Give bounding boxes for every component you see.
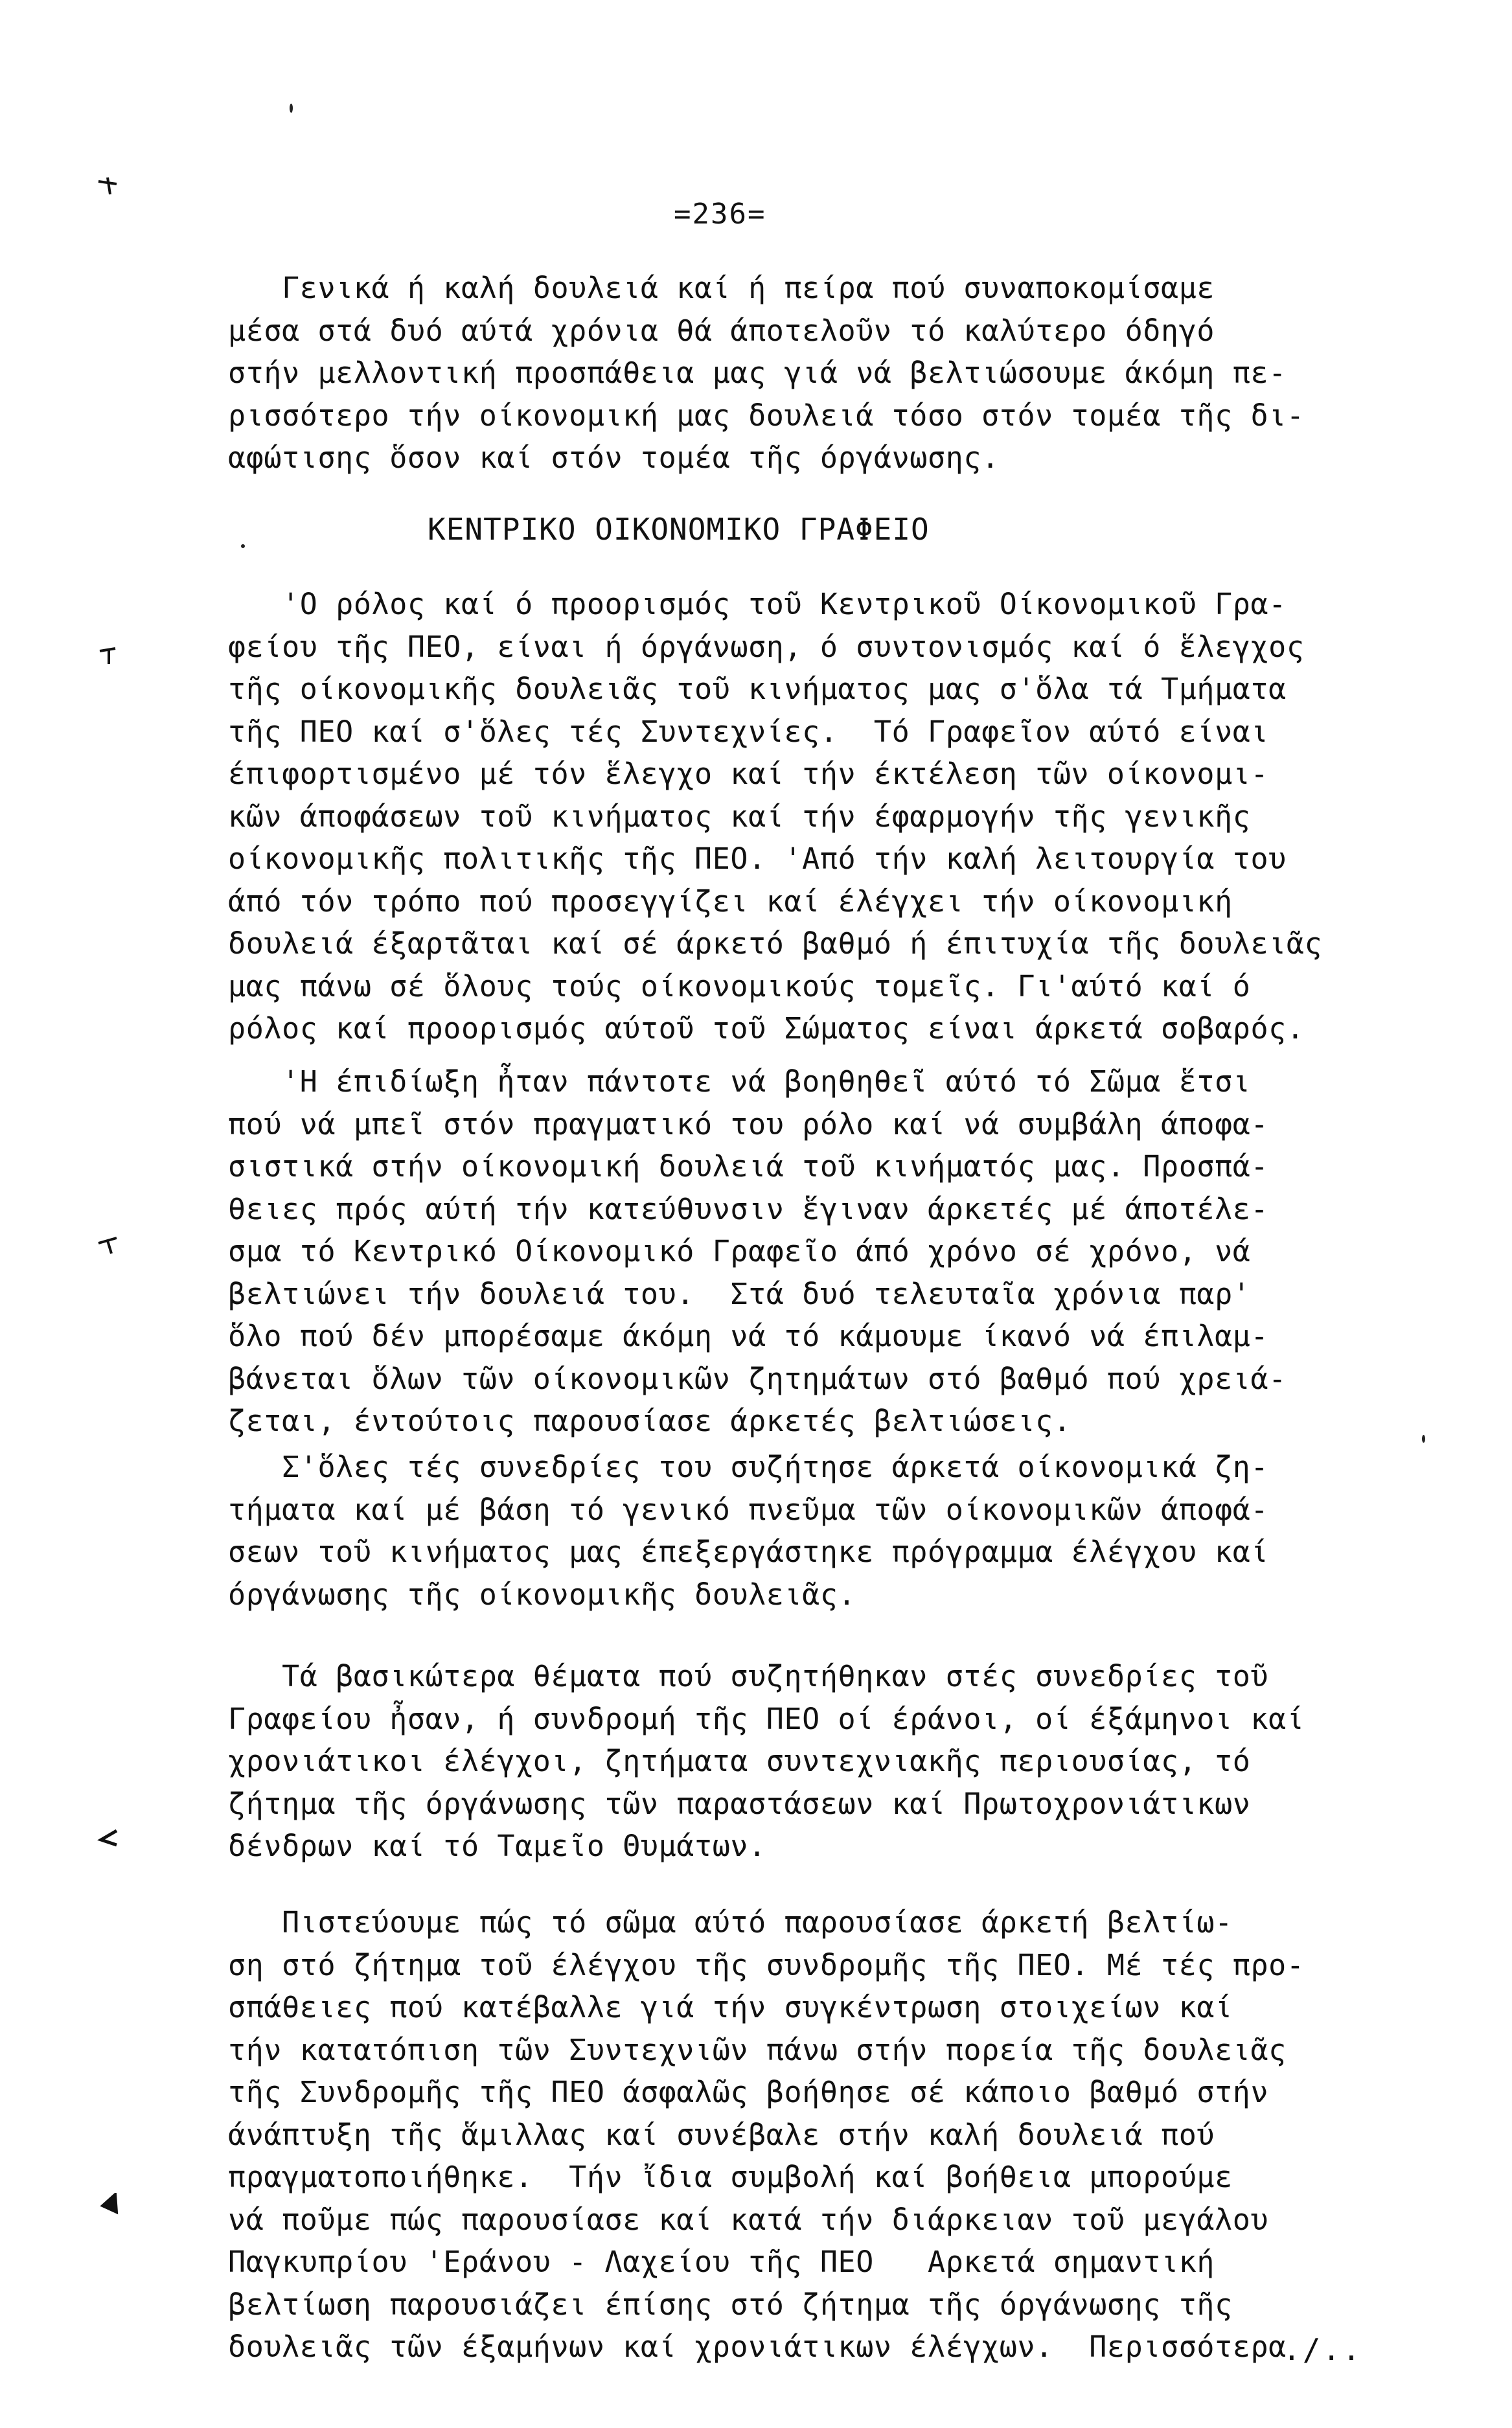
text-line: σπάθειες πού κατέβαλλε γιά τήν συγκέντρωση στοιχείων καί: [228, 1990, 1233, 2024]
text-line: φείου τῆς ΠΕΟ, είναι ή όργάνωση, ό συντονισμός καί ό ἕλεγχος: [228, 629, 1305, 664]
text-line: βελτιώνει τήν δουλειά του. Στά δυό τελευταῖα χρόνια παρ': [228, 1276, 1251, 1311]
text-line: βελτίωση παρουσιάζει έπίσης στό ζήτημα τῆς όργάνωσης τῆς: [228, 2287, 1233, 2322]
section-heading: ΚΕΝΤΡΙΚΟ ΟΙΚΟΝΟΜΙΚΟ ΓΡΑΦΕΙΟ: [428, 512, 930, 547]
paragraph-topics: [228, 1655, 1459, 1868]
text-line: έπιφορτισμένο μέ τόν ἕλεγχο καί τήν έκτέλεση τῶν οίκονομι-: [228, 757, 1269, 791]
text-line: τήματα καί μέ βάση τό γενικό πνεῦμα τῶν οίκονομικῶν άποφά-: [228, 1492, 1269, 1527]
paragraph-efforts: [228, 1060, 1459, 1443]
text-line: σμα τό Κεντρικό Οίκονομικό Γραφεῖο άπό χρόνο σέ χρόνο, νά: [228, 1234, 1251, 1268]
text-line: σιστικά στήν οίκονομική δουλειά τοῦ κινήματός μας. Προσπά-: [228, 1149, 1269, 1184]
text-line: δουλειά έξαρτᾶται καί σέ άρκετό βαθμό ή έπιτυχία τῆς δουλειᾶς: [228, 926, 1323, 961]
text-line: δουλειᾶς τῶν έξαμήνων καί χρονιάτικων έλέγχων. Περισσότερα: [228, 2330, 1287, 2364]
text-line: στήν μελλοντική προσπάθεια μας γιά νά βελτιώσουμε άκόμη πε-: [228, 356, 1287, 390]
text-line: μέσα στά δυό αύτά χρόνια θά άποτελοῦν τό καλύτερο όδηγό: [228, 313, 1215, 348]
text-line: πραγματοποιήθηκε. Τήν ἴδια συμβολή καί βοήθεια μπορούμε: [228, 2160, 1233, 2194]
paragraph-intro: [228, 267, 1459, 479]
text-line: ρισσότερο τήν οίκονομική μας δουλειά τόσο στόν τομέα τῆς δι-: [228, 398, 1305, 433]
text-line: τῆς οίκονομικῆς δουλειᾶς τοῦ κινήματος μας σ'ὅλα τά Τμήματα: [228, 672, 1287, 706]
text-line: θειες πρός αύτή τήν κατεύθυνσιν ἕγιναν άρκετές μέ άποτέλε-: [228, 1191, 1269, 1226]
paragraph-role: [228, 583, 1459, 1050]
margin-mark: [97, 2193, 119, 2215]
text-line: πού νά μπεῖ στόν πραγματικό του ρόλο καί νά συμβάλη άποφα-: [228, 1106, 1269, 1141]
text-line: ὅλο πού δέν μπορέσαμε άκόμη νά τό κάμουμε ίκανό νά έπιλαμ-: [228, 1319, 1269, 1353]
margin-mark: [97, 1234, 119, 1256]
text-line: Γραφείου ἦσαν, ή συνδρομή τῆς ΠΕΟ οί έράνοι, οί έξάμηνοι καί: [228, 1701, 1305, 1736]
text-line: όργάνωσης τῆς οίκονομικῆς δουλειᾶς.: [228, 1577, 856, 1612]
text-line: ζεται, έντούτοις παρουσίασε άρκετές βελτιώσεις.: [228, 1404, 1071, 1438]
margin-mark: [97, 1827, 119, 1849]
continuation-mark: ./..: [1283, 2332, 1362, 2367]
text-line: άνάπτυξη τῆς ἅμιλλας καί συνέβαλε στήν καλή δουλειά πού: [228, 2117, 1215, 2152]
margin-mark: [97, 645, 119, 667]
text-line: δένδρων καί τό Ταμεῖο Θυμάτων.: [228, 1829, 766, 1863]
text-line: νά ποῦμε πώς παρουσίασε καί κατά τήν διάρκειαν τοῦ μεγάλου: [228, 2202, 1269, 2237]
paragraph-improvement: [228, 1901, 1459, 2368]
scan-speck: [241, 544, 245, 548]
text-line: σεων τοῦ κινήματος μας έπεξεργάστηκε πρόγραμμα έλέγχου καί: [228, 1535, 1269, 1569]
page-number: =236=: [674, 198, 766, 231]
text-line: άπό τόν τρόπο πού προσεγγίζει καί έλέγχει τήν οίκονομική: [228, 884, 1233, 919]
text-line: Τά βασικώτερα θέματα πού συζητήθηκαν στές συνεδρίες τοῦ: [228, 1659, 1269, 1693]
text-line: οίκονομικῆς πολιτικῆς τῆς ΠΕΟ. 'Από τήν καλή λειτουργία του: [228, 842, 1287, 876]
text-line: 'Η έπιδίωξη ἦταν πάντοτε νά βοηθηθεῖ αύτό τό Σῶμα ἕτσι: [228, 1064, 1251, 1099]
paragraph-meetings: [228, 1446, 1459, 1616]
text-line: Πιστεύουμε πώς τό σῶμα αύτό παρουσίασε άρκετή βελτίω-: [228, 1905, 1233, 1940]
text-line: τήν κατατόπιση τῶν Συντεχνιῶν πάνω στήν πορεία τῆς δουλειᾶς: [228, 2032, 1287, 2067]
margin-mark: [97, 175, 119, 197]
text-line: μας πάνω σέ ὅλους τούς οίκονομικούς τομεῖς. Γι'αύτό καί ό: [228, 968, 1251, 1003]
text-line: χρονιάτικοι έλέγχοι, ζητήματα συντεχνιακῆς περιουσίας, τό: [228, 1744, 1251, 1778]
text-line: Γενικά ή καλή δουλειά καί ή πείρα πού συναποκομίσαμε: [228, 271, 1215, 305]
text-line: τῆς ΠΕΟ καί σ'ὅλες τές Συντεχνίες. Τό Γραφεῖον αύτό είναι: [228, 714, 1269, 749]
text-line: 'Ο ρόλος καί ό προορισμός τοῦ Κεντρικοῦ Οίκονομικοῦ Γρα-: [228, 587, 1287, 621]
text-line: Παγκυπρίου 'Εράνου - Λαχείου τῆς ΠΕΟ Αρκετά σημαντική: [228, 2245, 1215, 2279]
text-line: τῆς Συνδρομῆς τῆς ΠΕΟ άσφαλῶς βοήθησε σέ κάποιο βαθμό στήν: [228, 2075, 1269, 2109]
text-line: ση στό ζήτημα τοῦ έλέγχου τῆς συνδρομῆς τῆς ΠΕΟ. Μέ τές προ-: [228, 1947, 1305, 1982]
text-line: ρόλος καί προορισμός αύτοῦ τοῦ Σώματος είναι άρκετά σοβαρός.: [228, 1011, 1305, 1046]
text-line: ζήτημα τῆς όργάνωσης τῶν παραστάσεων καί Πρωτοχρονιάτικων: [228, 1786, 1251, 1821]
text-line: κῶν άποφάσεων τοῦ κινήματος καί τήν έφαρμογήν τῆς γενικῆς: [228, 799, 1251, 834]
text-line: αφώτισης ὅσον καί στόν τομέα τῆς όργάνωσης.: [228, 441, 1000, 475]
text-line: βάνεται ὅλων τῶν οίκονομικῶν ζητημάτων στό βαθμό πού χρειά-: [228, 1361, 1287, 1396]
scan-speck: [290, 104, 293, 113]
text-line: Σ'ὅλες τές συνεδρίες του συζήτησε άρκετά οίκονομικά ζη-: [228, 1450, 1269, 1484]
